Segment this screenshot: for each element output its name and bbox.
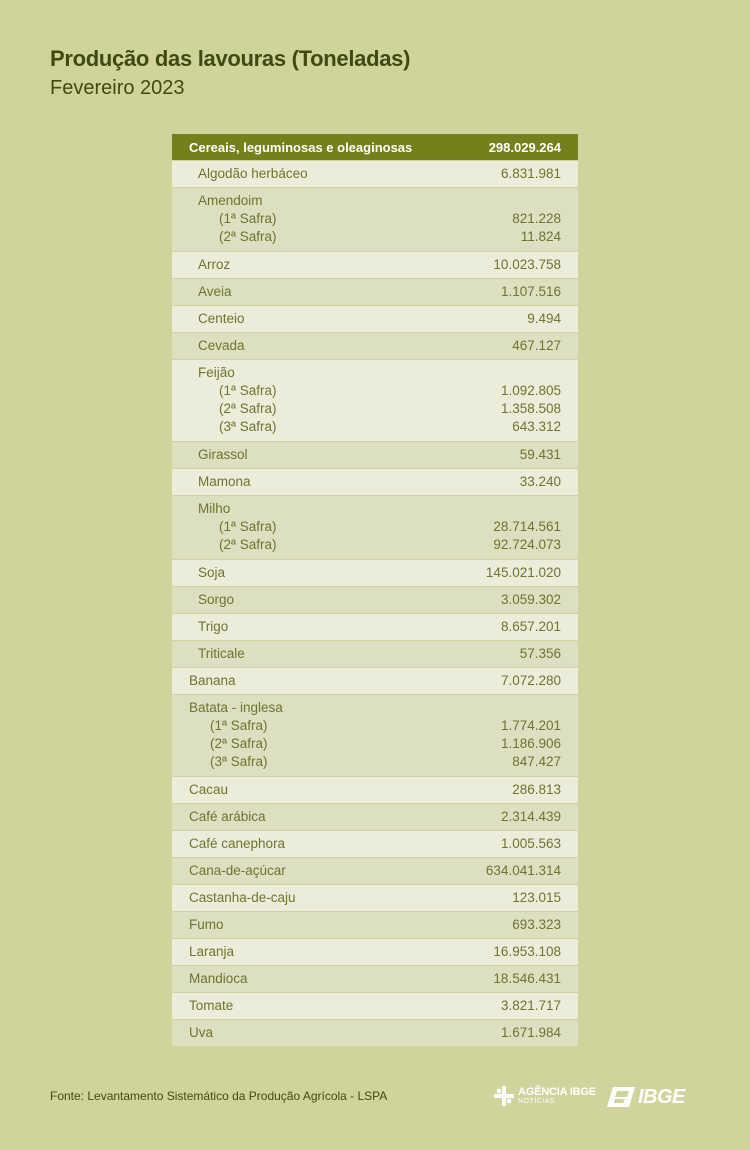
row-label: Castanha-de-caju — [189, 890, 296, 905]
agencia-ibge-subtext: NOTÍCIAS — [518, 1098, 556, 1105]
row-value: 33.240 — [519, 474, 561, 489]
row-labels — [172, 672, 236, 690]
row-values — [493, 970, 578, 988]
header-label: Cereais, leguminosas e oleaginosas — [189, 139, 413, 155]
row-label: Cevada — [198, 338, 245, 353]
table-row — [172, 640, 578, 667]
row-label: Centeio — [198, 311, 245, 326]
row-values — [501, 618, 578, 636]
table-row — [172, 495, 578, 559]
row-labels — [172, 591, 234, 609]
row-values — [501, 591, 578, 609]
row-label: Laranja — [189, 944, 235, 959]
row-value: 6.831.981 — [500, 166, 561, 181]
page-title: Produção das lavouras (Toneladas) — [50, 46, 411, 71]
row-labels — [172, 564, 225, 582]
row-label: Café canephora — [189, 836, 286, 851]
row-label: Tomate — [189, 998, 234, 1013]
row-labels — [172, 473, 251, 491]
table-row — [172, 251, 578, 278]
row-label: Uva — [189, 1025, 214, 1040]
row-labels — [172, 645, 245, 663]
agencia-ibge-icon — [494, 1086, 514, 1106]
row-sub-label: (3ª Safra) — [210, 754, 268, 769]
row-labels — [172, 808, 266, 826]
row-values — [493, 943, 578, 961]
agencia-ibge-logo — [494, 1086, 596, 1106]
row-values — [493, 500, 578, 554]
table-row — [172, 694, 578, 776]
row-value: 7.072.280 — [500, 673, 561, 688]
row-value: 59.431 — [519, 447, 561, 462]
row-label: Aveia — [198, 284, 232, 299]
row-values — [512, 337, 578, 355]
row-value: 3.059.302 — [500, 592, 561, 607]
row-sub-label: (1ª Safra) — [219, 383, 277, 398]
row-value: 123.015 — [512, 890, 561, 905]
row-label: Sorgo — [198, 592, 235, 607]
row-sub-label: (1ª Safra) — [210, 718, 268, 733]
row-labels — [172, 943, 234, 961]
row-label: Banana — [189, 673, 236, 688]
row-value: 1.005.563 — [500, 836, 561, 851]
row-sub-label: (2ª Safra) — [219, 401, 277, 416]
row-value: 16.953.108 — [493, 944, 561, 959]
row-label: Arroz — [198, 257, 231, 272]
page-subtitle: Fevereiro 2023 — [50, 77, 185, 99]
row-sub-label: (2ª Safra) — [210, 736, 268, 751]
row-values — [501, 835, 578, 853]
table-row — [172, 187, 578, 251]
table-row — [172, 992, 578, 1019]
table-row — [172, 1019, 578, 1046]
row-sub-value: 28.714.561 — [493, 519, 561, 534]
row-labels — [172, 916, 224, 934]
row-labels — [172, 1024, 213, 1042]
table-row — [172, 667, 578, 694]
row-label: Algodão herbáceo — [198, 166, 308, 181]
row-value: 693.323 — [512, 917, 561, 932]
row-sub-value: 1.774.201 — [500, 718, 561, 733]
row-values — [512, 889, 578, 907]
row-sub-label: (3ª Safra) — [219, 419, 277, 434]
row-labels — [172, 364, 277, 436]
row-sub-label: (1ª Safra) — [219, 211, 277, 226]
row-values — [520, 473, 578, 491]
row-label: Feijão — [198, 365, 235, 380]
row-sub-value: 643.312 — [512, 419, 561, 434]
row-value: 286.813 — [512, 782, 561, 797]
table-row — [172, 468, 578, 495]
table-row — [172, 965, 578, 992]
table-row — [172, 830, 578, 857]
row-value: 57.356 — [519, 646, 561, 661]
row-values — [501, 672, 578, 690]
row-label: Girassol — [198, 447, 248, 462]
row-label: Trigo — [198, 619, 229, 634]
row-value: 10.023.758 — [493, 257, 561, 272]
row-sub-value: 1.092.805 — [500, 383, 561, 398]
row-labels — [172, 337, 245, 355]
row-values — [520, 446, 578, 464]
row-values — [501, 165, 578, 183]
table-row — [172, 911, 578, 938]
row-label: Cacau — [189, 782, 229, 797]
row-sub-value: 847.427 — [512, 754, 561, 769]
table-row — [172, 938, 578, 965]
row-sub-value: 92.724.073 — [493, 537, 561, 552]
row-labels — [172, 310, 245, 328]
row-label: Milho — [198, 501, 231, 516]
row-labels — [172, 192, 277, 246]
table-row — [172, 586, 578, 613]
row-labels — [172, 699, 283, 771]
table-row — [172, 305, 578, 332]
row-label: Triticale — [198, 646, 245, 661]
row-labels — [172, 835, 285, 853]
table-row — [172, 559, 578, 586]
ibge-wordmark: IBGE — [638, 1086, 685, 1108]
row-sub-value: 1.358.508 — [500, 401, 561, 416]
row-values — [486, 862, 578, 880]
source-note: Fonte: Levantamento Sistemático da Produção Agrícola - LSPA — [50, 1089, 388, 1103]
agencia-ibge-wordmark: AGÊNCIA IBGE — [518, 1086, 596, 1098]
row-values — [501, 1024, 578, 1042]
row-values — [527, 310, 578, 328]
row-label: Café arábica — [189, 809, 266, 824]
table-row — [172, 884, 578, 911]
row-labels — [172, 781, 228, 799]
row-sub-value: 1.186.906 — [500, 736, 561, 751]
row-sub-label: (2ª Safra) — [219, 537, 277, 552]
row-sub-label: (1ª Safra) — [219, 519, 277, 534]
row-values — [520, 645, 578, 663]
row-values — [512, 781, 578, 799]
row-labels — [172, 862, 286, 880]
row-value: 8.657.201 — [500, 619, 561, 634]
table-row — [172, 332, 578, 359]
row-value: 634.041.314 — [485, 863, 561, 878]
row-labels — [172, 970, 248, 988]
row-value: 18.546.431 — [493, 971, 561, 986]
row-label: Batata - inglesa — [189, 700, 283, 715]
row-value: 3.821.717 — [500, 998, 561, 1013]
ibge-logo-icon — [607, 1087, 635, 1107]
row-labels — [172, 256, 230, 274]
table-row — [172, 278, 578, 305]
row-values — [512, 916, 578, 934]
row-value: 467.127 — [512, 338, 561, 353]
row-labels — [172, 997, 233, 1015]
row-label: Mandioca — [189, 971, 248, 986]
row-value: 2.314.439 — [500, 809, 561, 824]
table-row — [172, 776, 578, 803]
header-value: 298.029.264 — [488, 139, 561, 155]
row-labels — [172, 165, 308, 183]
table-header-row — [172, 134, 578, 160]
production-table — [172, 134, 578, 1046]
table-row — [172, 857, 578, 884]
row-sub-value: 821.228 — [512, 211, 561, 226]
row-values — [501, 808, 578, 826]
table-row — [172, 803, 578, 830]
row-value: 1.671.984 — [500, 1025, 561, 1040]
row-labels — [172, 618, 228, 636]
row-values — [501, 699, 578, 771]
row-values — [486, 564, 578, 582]
ibge-logo — [607, 1086, 685, 1108]
row-labels — [172, 446, 248, 464]
row-values — [501, 364, 578, 436]
row-label: Amendoim — [198, 193, 263, 208]
row-sub-label: (2ª Safra) — [219, 229, 277, 244]
row-value: 1.107.516 — [500, 284, 561, 299]
row-labels — [172, 889, 296, 907]
row-label: Fumo — [189, 917, 224, 932]
row-label: Mamona — [198, 474, 251, 489]
table-body — [172, 160, 578, 1046]
row-values — [493, 256, 578, 274]
table-row — [172, 441, 578, 468]
row-values — [501, 283, 578, 301]
row-values — [501, 997, 578, 1015]
row-values — [512, 192, 578, 246]
table-row — [172, 160, 578, 187]
table-row — [172, 359, 578, 441]
row-labels — [172, 283, 232, 301]
row-value: 9.494 — [527, 311, 561, 326]
table-row — [172, 613, 578, 640]
row-label: Cana-de-açúcar — [189, 863, 286, 878]
row-labels — [172, 500, 277, 554]
row-value: 145.021.020 — [485, 565, 561, 580]
row-label: Soja — [198, 565, 226, 580]
row-sub-value: 11.824 — [520, 229, 561, 244]
